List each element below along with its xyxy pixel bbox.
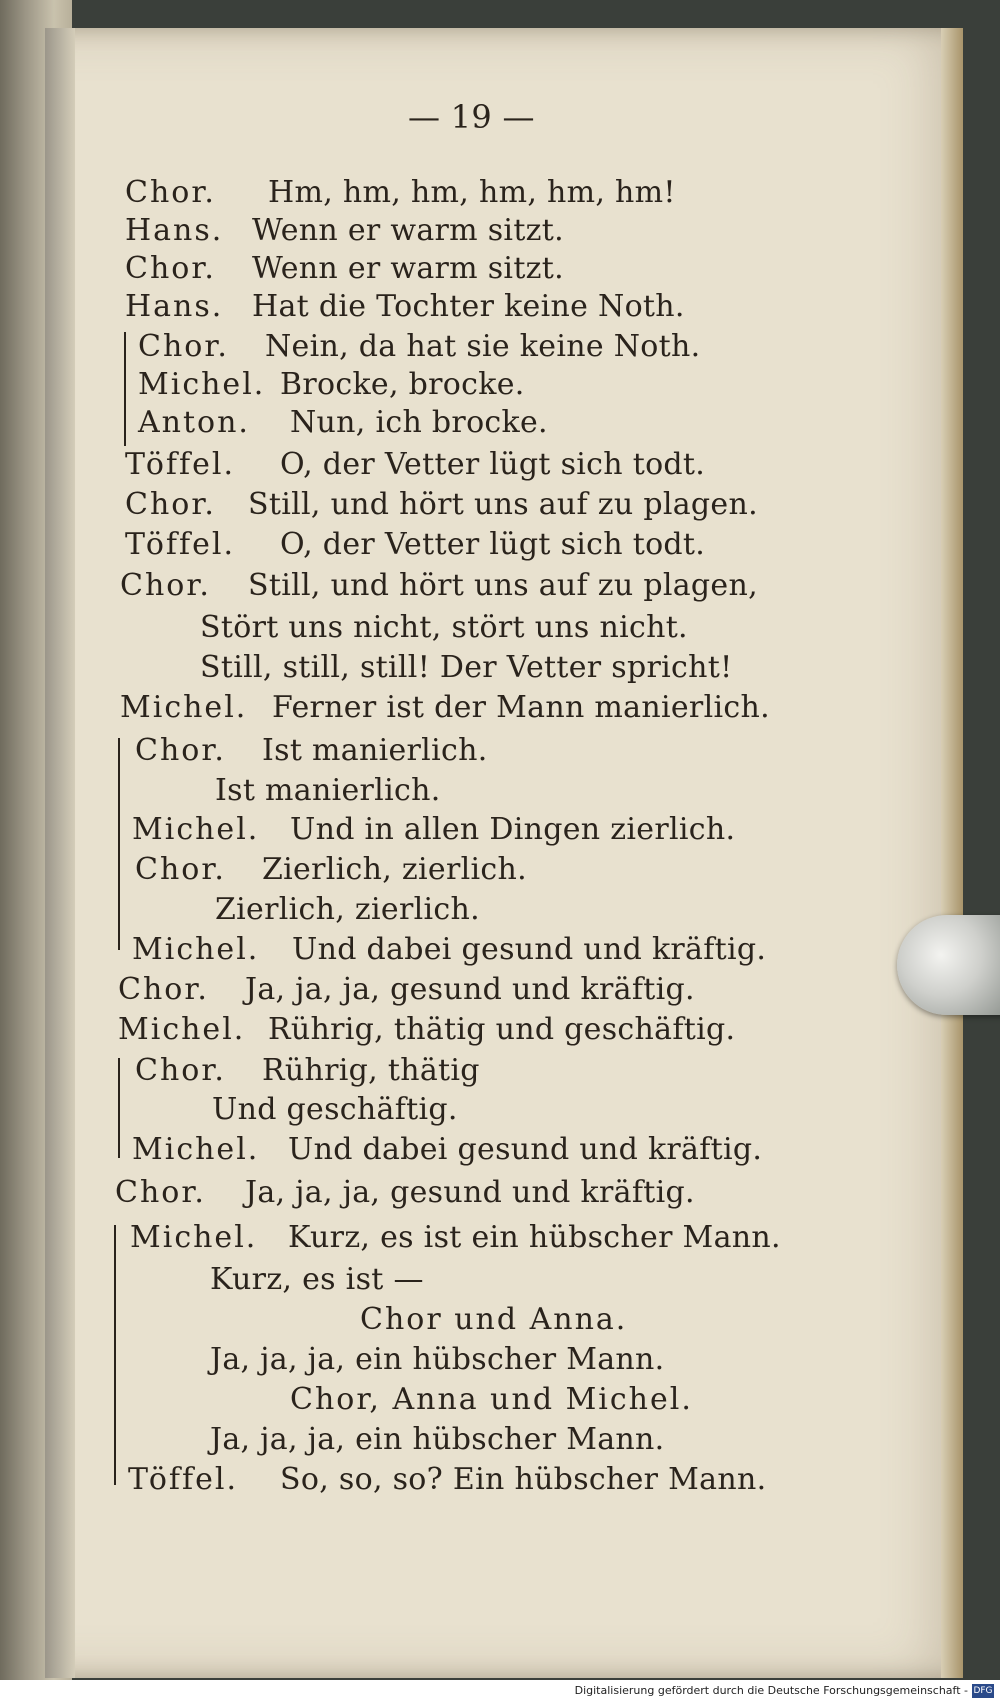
speaker-label: Michel. — [118, 1012, 246, 1047]
dialogue-line: Ja, ja, ja, ein hübscher Mann. — [210, 1342, 665, 1377]
brace-bracket — [114, 1225, 122, 1485]
dialogue-line: Und dabei gesund und kräftig. — [288, 1132, 763, 1167]
page-right-edge — [941, 28, 963, 1678]
dialogue-line: Ja, ja, ja, gesund und kräftig. — [245, 1175, 695, 1210]
brace-bracket — [124, 332, 132, 446]
speaker-label: Michel. — [130, 1220, 258, 1255]
dialogue-line: O, der Vetter lügt sich todt. — [280, 527, 706, 562]
page-spine-shadow — [45, 28, 75, 1678]
dialogue-line: Stört uns nicht, stört uns nicht. — [200, 610, 688, 645]
dialogue-line: Rührig, thätig und geschäftig. — [268, 1012, 736, 1047]
speaker-label: Michel. — [132, 812, 260, 847]
dialogue-line: Rührig, thätig — [262, 1053, 480, 1088]
speaker-label: Töffel. — [125, 447, 236, 482]
dialogue-line: Wenn er warm sitzt. — [252, 251, 564, 286]
dialogue-line: Ist manierlich. — [215, 773, 441, 808]
speaker-label: Chor. — [125, 251, 216, 286]
dialogue-line: Und geschäftig. — [212, 1092, 458, 1127]
dialogue-line: Ferner ist der Mann manierlich. — [272, 690, 770, 725]
dialogue-line: Nein, da hat sie keine Noth. — [265, 329, 701, 364]
dialogue-line: Und dabei gesund und kräftig. — [292, 932, 767, 967]
dialogue-line: Wenn er warm sitzt. — [252, 213, 564, 248]
speaker-label: Hans. — [125, 213, 224, 248]
speaker-label: Chor und Anna. — [360, 1302, 628, 1337]
brace-bracket — [118, 1058, 126, 1158]
dialogue-line: Kurz, es ist — — [210, 1262, 424, 1297]
speaker-label: Chor. — [125, 175, 216, 210]
speaker-label: Chor. — [115, 1175, 206, 1210]
dialogue-line: Zierlich, zierlich. — [215, 892, 480, 927]
speaker-label: Chor. — [120, 568, 211, 603]
dfg-logo: DFG — [973, 1686, 993, 1696]
speaker-label: Michel. — [138, 367, 266, 402]
speaker-label: Anton. — [138, 405, 250, 440]
dialogue-line: Still, still, still! Der Vetter spricht! — [200, 650, 733, 685]
speaker-label: Michel. — [132, 932, 260, 967]
dialogue-line: Hat die Tochter keine Noth. — [252, 289, 685, 324]
dialogue-line: Zierlich, zierlich. — [262, 852, 527, 887]
speaker-label: Chor, Anna und Michel. — [290, 1382, 693, 1417]
dialogue-line: So, so, so? Ein hübscher Mann. — [280, 1462, 767, 1497]
dialogue-line: Ist manierlich. — [262, 733, 488, 768]
speaker-label: Chor. — [135, 733, 226, 768]
dialogue-line: Ja, ja, ja, gesund und kräftig. — [245, 972, 695, 1007]
speaker-label: Hans. — [125, 289, 224, 324]
speaker-label: Chor. — [135, 1053, 226, 1088]
speaker-label: Töffel. — [128, 1462, 239, 1497]
brace-bracket — [118, 738, 126, 950]
page-number: — 19 — — [408, 98, 535, 136]
dialogue-line: Ja, ja, ja, ein hübscher Mann. — [210, 1422, 665, 1457]
dialogue-line: O, der Vetter lügt sich todt. — [280, 447, 706, 482]
speaker-label: Chor. — [138, 329, 229, 364]
dialogue-line: Hm, hm, hm, hm, hm, hm! — [268, 175, 676, 210]
funding-credit: Digitalisierung gefördert durch die Deutsche Forschungsgemeinschaft - — [574, 1684, 968, 1697]
page-clip-holder — [897, 915, 1000, 1015]
dialogue-line: Brocke, brocke. — [280, 367, 525, 402]
dialogue-line: Still, und hört uns auf zu plagen, — [248, 568, 758, 603]
speaker-label: Chor. — [118, 972, 209, 1007]
dialogue-line: Kurz, es ist ein hübscher Mann. — [288, 1220, 781, 1255]
speaker-label: Michel. — [120, 690, 248, 725]
speaker-label: Michel. — [132, 1132, 260, 1167]
dialogue-line: Und in allen Dingen zierlich. — [290, 812, 736, 847]
dialogue-line: Still, und hört uns auf zu plagen. — [248, 487, 758, 522]
speaker-label: Töffel. — [125, 527, 236, 562]
speaker-label: Chor. — [125, 487, 216, 522]
dialogue-line: Nun, ich brocke. — [290, 405, 548, 440]
speaker-label: Chor. — [135, 852, 226, 887]
